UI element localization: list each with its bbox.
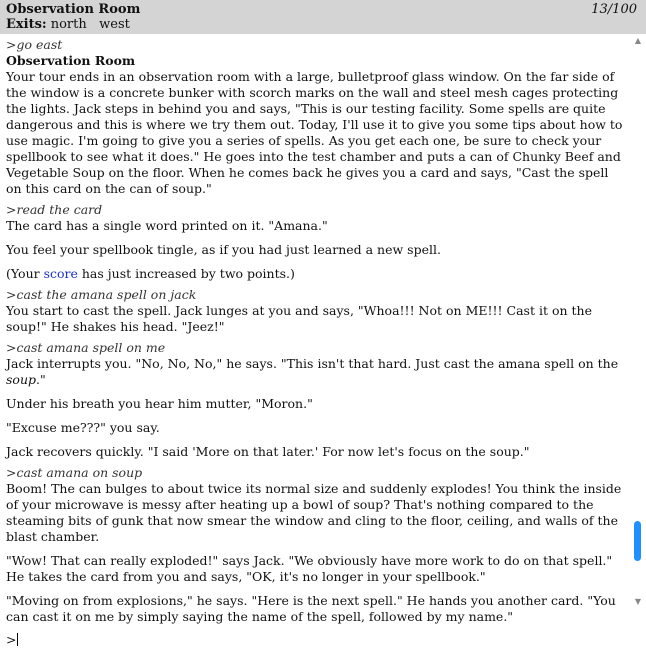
text-cursor [17,633,18,646]
status-room-name: Observation Room [6,2,141,17]
response-text: "Moving on from explosions," he says. "Here is the next spell." He hands you another card. "You can cast it on me by simply saying the name of the spell, followed by my name." [6,593,616,624]
response-text: The card has a single word printed on it. "Amana." [6,218,328,233]
exits-label: Exits: [6,17,47,32]
command-echo: >go east [6,37,63,52]
exits-value: north west [50,17,130,32]
scrollbar-thumb[interactable] [634,521,641,561]
room-description: Your tour ends in an observation room with a large, bulletproof glass window. On the far side of the window is a concrete bunker with scorch marks on the wall and steel mesh cages protecting the lights. Jack steps in behind you and says, "This is our testing facility. Some spells are quite dangerous and this is where we try them out. Today, I'll use it to give you some tips about how to use magic. I'm going to give you a series of spells. As you get each one, be sure to check your spellbook to see what it does." He goes into the test chamber and puts a can of Chunky Beef and Vegetable Soup on the floor. When he comes back he gives you a card and says, "Cast the spell on this card on the can of soup." [6,69,623,196]
response-text: Jack recovers quickly. "I said 'More on that later.' For now let's focus on the soup." [6,444,530,459]
command-echo: >read the card [6,202,103,217]
command-echo: >cast the amana spell on jack [6,287,197,302]
response-text: You feel your spellbook tingle, as if you had just learned a new spell. [6,242,441,257]
status-exits [6,17,130,32]
input-prompt: > [6,632,17,647]
status-bar [0,0,646,34]
response-text: "Excuse me???" you say. [6,420,160,435]
status-score: 13/100 [591,2,637,17]
scrollbar[interactable] [632,36,644,607]
scroll-up-arrow-icon[interactable]: ▲ [634,36,642,45]
score-notice: (Your score has just increased by two points.) [6,266,295,281]
game-transcript[interactable] [6,36,624,647]
response-text: Boom! The can bulges to about twice its normal size and suddenly explodes! You think the inside of your microwave is messy after heating up a bowl of soup? That's nothing compared to the steaming bits of gunk that now smear the window and cling to the floor, ceiling, and walls of the blast chamber. [6,481,622,544]
command-echo: >cast amana on soup [6,465,143,480]
scroll-down-arrow-icon[interactable]: ▼ [634,597,642,606]
score-link[interactable]: score [43,266,78,281]
response-text: "Wow! That can really exploded!" says Jack. "We obviously have more work to do on that spell." He takes the card from you and says, "OK, it's no longer in your spellbook." [6,553,613,584]
room-heading: Observation Room [6,53,136,68]
command-echo: >cast amana spell on me [6,340,166,355]
response-text: Under his breath you hear him mutter, "Moron." [6,396,313,411]
response-text: You start to cast the spell. Jack lunges at you and says, "Whoa!!! Not on ME!!! Cast it on the soup!" He shakes his head. "Jeez!" [6,303,592,334]
command-input[interactable] [6,632,624,648]
response-text: Jack interrupts you. "No, No, No," he says. "This isn't that hard. Just cast the amana spell on the soup." [6,356,619,387]
